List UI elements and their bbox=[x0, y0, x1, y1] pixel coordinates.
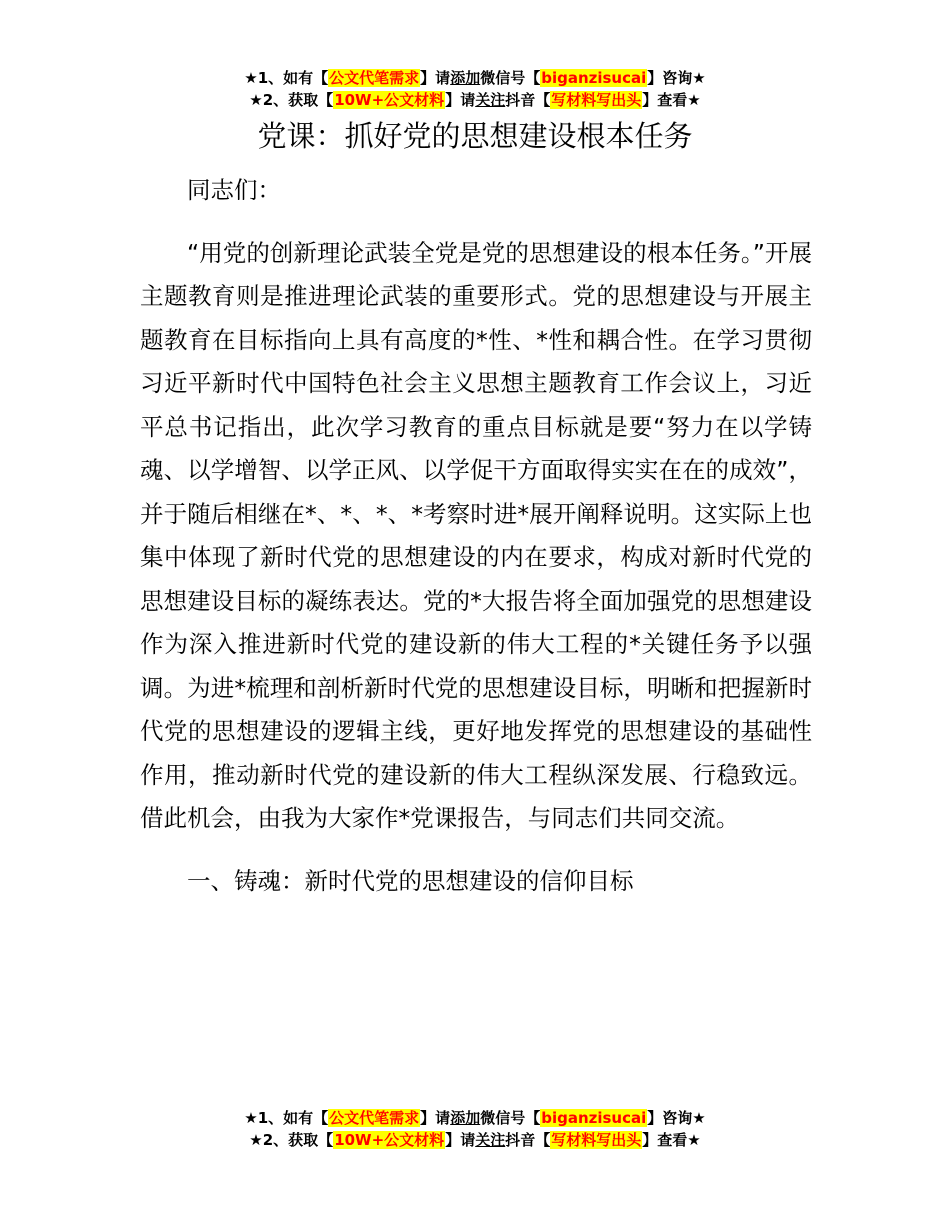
banner-text: 】请 bbox=[420, 69, 451, 87]
highlight-materials: 10W+公文材料 bbox=[334, 1131, 445, 1149]
highlight-materials: 10W+公文材料 bbox=[334, 91, 445, 109]
banner-text: 】查看★ bbox=[642, 1131, 701, 1149]
highlight-wechat-id: biganzisucai bbox=[541, 69, 647, 87]
banner-text: ★1、如有【 bbox=[244, 69, 329, 87]
header-banner bbox=[0, 67, 950, 111]
body-paragraph: “用党的创新理论武装全党是党的思想建设的根本任务。”开展主题教育则是推进理论武装的重要形式。党的思想建设与开展主题教育在目标指向上具有高度的*性、*性和耦合性。在学习贯彻习近平新时代中国特色社会主义思想主题教育工作会议上，习近平总书记指出，此次学习教育的重点目标就是要“努力在以学铸魂、以学增智、以学正风、以学促干方面取得实实在在的成效”，并于随后相继在*、*、*、*考察时进*展开阐释说明。这实际上也集中体现了新时代党的思想建设的内在要求，构成对新时代党的思想建设目标的凝练表达。党的*大报告将全面加强党的思想建设作为深入推进新时代党的建设新的伟大工程的*关键任务予以强调。为进*梳理和剖析新时代党的思想建设目标，明晰和把握新时代党的思想建设的逻辑主线，更好地发挥党的思想建设的基础性作用，推动新时代党的建设新的伟大工程纵深发展、行稳致远。借此机会，由我为大家作*党课报告，与同志们共同交流。 bbox=[140, 238, 812, 832]
banner-emphasis: 添加 bbox=[450, 1109, 481, 1127]
banner-line-2 bbox=[0, 1129, 950, 1151]
banner-text: 】请 bbox=[445, 1131, 476, 1149]
banner-text: 】咨询★ bbox=[647, 1109, 706, 1127]
section-heading: 一、铸魂：新时代党的思想建设的信仰目标 bbox=[187, 866, 634, 895]
document-body bbox=[140, 169, 812, 903]
footer-banner bbox=[0, 1107, 950, 1151]
banner-line-1 bbox=[0, 67, 950, 89]
highlight-wechat-id: biganzisucai bbox=[541, 1109, 647, 1127]
banner-line-1 bbox=[0, 1107, 950, 1129]
banner-text: 】咨询★ bbox=[647, 69, 706, 87]
banner-emphasis: 关注 bbox=[475, 1131, 506, 1149]
banner-text: 】请 bbox=[445, 91, 476, 109]
banner-emphasis: 关注 bbox=[475, 91, 506, 109]
banner-text: ★1、如有【 bbox=[244, 1109, 329, 1127]
highlight-ghostwriting: 公文代笔需求 bbox=[329, 1109, 420, 1127]
greeting: 同志们： bbox=[187, 176, 281, 204]
banner-text: 抖音【 bbox=[505, 1131, 551, 1149]
banner-text: ★2、获取【 bbox=[249, 1131, 334, 1149]
banner-emphasis: 添加 bbox=[450, 69, 481, 87]
highlight-ghostwriting: 公文代笔需求 bbox=[329, 69, 420, 87]
highlight-douyin: 写材料写出头 bbox=[551, 1131, 642, 1149]
banner-line-2 bbox=[0, 89, 950, 111]
banner-text: 微信号【 bbox=[480, 69, 541, 87]
banner-text: 微信号【 bbox=[480, 1109, 541, 1127]
page-title: 党课：抓好党的思想建设根本任务 bbox=[257, 119, 693, 153]
highlight-douyin: 写材料写出头 bbox=[551, 91, 642, 109]
banner-text: 】请 bbox=[420, 1109, 451, 1127]
banner-text: 抖音【 bbox=[505, 91, 551, 109]
banner-text: 】查看★ bbox=[642, 91, 701, 109]
banner-text: ★2、获取【 bbox=[249, 91, 334, 109]
